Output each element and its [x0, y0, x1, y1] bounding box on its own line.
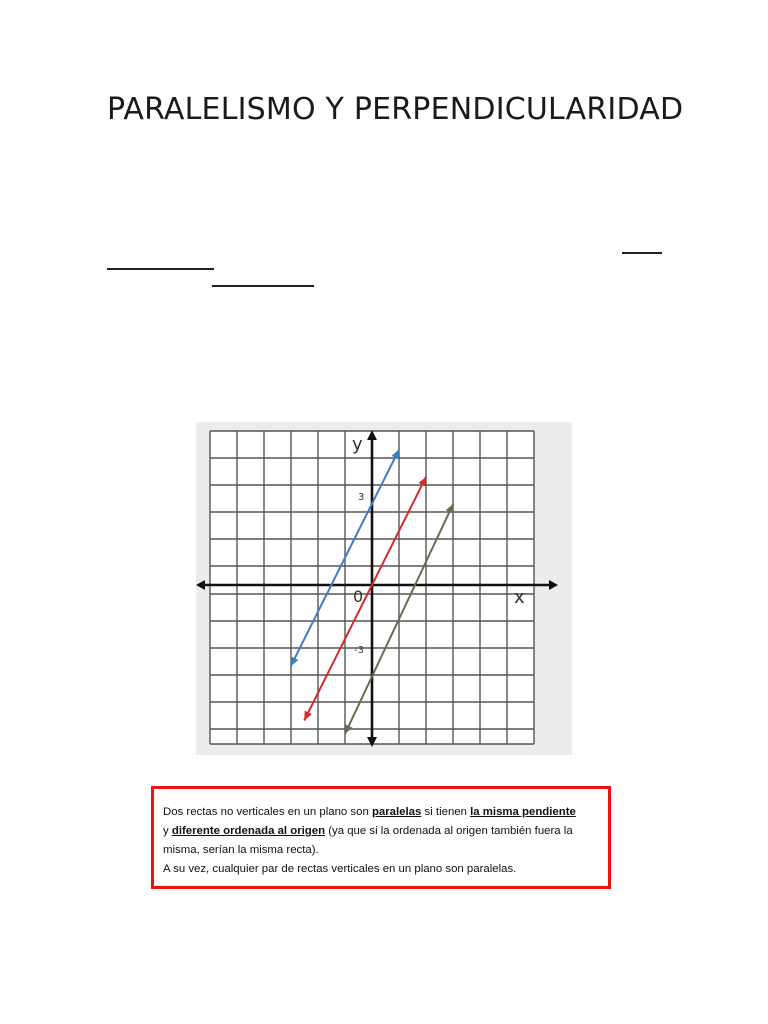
- x-axis-arrow: [196, 580, 205, 590]
- definition-text: si tienen: [421, 806, 471, 818]
- definition-text: A su vez, cualquier par de rectas verticales en un plano son paralelas.: [163, 863, 517, 875]
- underline-decoration: [622, 252, 662, 254]
- graph-canvas: [196, 422, 572, 755]
- underline-decoration: [212, 285, 314, 287]
- origin-label: 0: [353, 587, 364, 606]
- parallel-lines-graph: [196, 422, 572, 755]
- y-axis-label: y: [352, 434, 363, 455]
- term-diferente-ordenada: diferente ordenada al origen: [171, 825, 326, 837]
- x-axis-label: x: [514, 587, 525, 608]
- page-title: PARALELISMO Y PERPENDICULARIDAD: [107, 92, 684, 127]
- underline-decoration: [107, 268, 214, 270]
- x-axis-arrow: [549, 580, 558, 590]
- definition-text: (ya que si la ordenada al origen también fuera la misma, serían la misma recta).: [163, 825, 573, 856]
- tick-label: 3: [358, 492, 365, 503]
- definition-text: Dos rectas no verticales en un plano son: [163, 806, 372, 818]
- term-paralelas: paralelas: [371, 806, 422, 818]
- definition-text: y: [163, 825, 172, 837]
- definition-box: [151, 786, 611, 889]
- term-misma-pendiente: la misma pendiente: [470, 806, 576, 818]
- tick-label: -3: [354, 645, 364, 656]
